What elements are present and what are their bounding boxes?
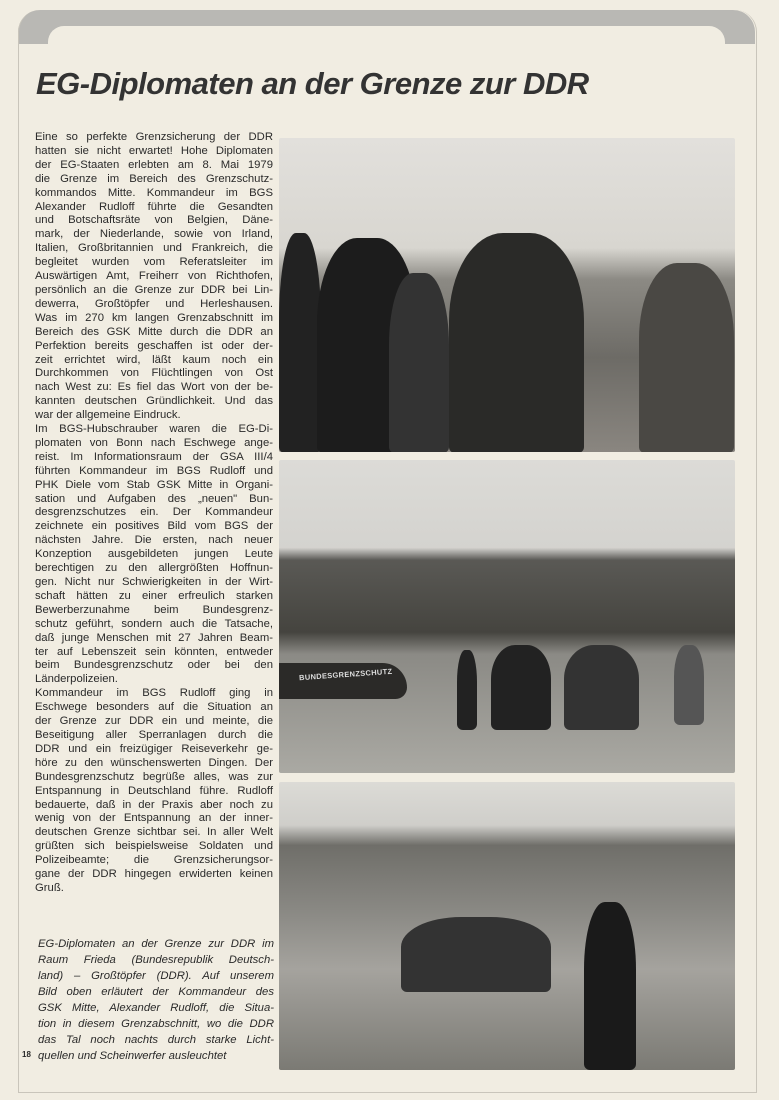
- body-text-line: Beseitigung aller Sperranlagen durch die: [35, 728, 273, 741]
- caption-text-line: GSK Mitte, Alexander Rudloff, die Situa-: [38, 1002, 274, 1014]
- body-text-line: Gruß.: [35, 881, 64, 894]
- body-text-line: höre zu den wünschenswerten Dingen. Der: [35, 756, 273, 769]
- caption-text-line: tion in diesem Grenzabschnitt, wo die DDR: [38, 1018, 274, 1030]
- article-body: [35, 131, 273, 896]
- body-text-line: der EG-Staaten erlebten am 8. Mai 1979: [35, 158, 273, 171]
- caption-text-line: das Tal noch nachts durch starke Licht-: [38, 1034, 274, 1046]
- body-text-line: PHK Diele vom Stab GSK Mitte in Organi-: [35, 478, 273, 491]
- body-text-line: begleitet wurden vom Referatsleiter im: [35, 256, 273, 269]
- photo-diplomats-at-border: [279, 138, 735, 452]
- body-text-line: berechtigen zu den allergrößten Hoffnun-: [35, 562, 273, 575]
- body-text-line: daß junge Menschen mit 27 Jahren Beam-: [35, 631, 273, 644]
- body-text-line: Was im 270 km langen Grenzabschnitt im: [35, 311, 273, 324]
- article-title: EG-Diplomaten an der Grenze zur DDR: [36, 66, 589, 101]
- body-text-line: und Botschaftsräte von Belgien, Däne-: [35, 214, 273, 227]
- body-text-line: desgrenzschutzes ein. Der Kommandeur: [35, 506, 273, 519]
- body-text-line: hatten sie nicht erwartet! Hohe Diplomaten: [35, 144, 273, 157]
- body-text-line: zeit errichtet wird, läßt kaum noch ein: [35, 353, 273, 366]
- body-text-line: der Grenze zur DDR ein und meinte, die: [35, 715, 273, 728]
- body-text-line: Auswärtigen Amt, Freiherr von Richthofen,: [35, 270, 273, 283]
- body-text-line: Polizeibeamte; die Grenzsicherungsor-: [35, 854, 273, 867]
- body-text-line: Eschwege besonders auf die Situation an: [35, 701, 273, 714]
- body-text-line: Alexander Rudloff führte die Gesandten: [35, 200, 273, 213]
- body-text-line: ter auf Lebenszeit sein könnten, entweder: [35, 645, 273, 658]
- photo-helicopter-meadow: [279, 460, 735, 773]
- body-text-line: schaft hätten zu einer erfreulich starken: [35, 589, 273, 602]
- caption-text-line: land) – Großtöpfer (DDR). Auf unserem: [38, 970, 274, 982]
- body-text-line: die Grenze im Bereich des Grenzschutz-: [35, 172, 273, 185]
- body-text-line: deutschen Grenze sichtbar sei. In aller Welt: [35, 826, 273, 839]
- body-text-line: dewerra, Großtöpfer und Herleshausen.: [35, 297, 273, 310]
- body-text-line: Im BGS-Hubschrauber waren die EG-Di-: [35, 423, 273, 436]
- body-text-line: sation und Aufgaben des „neuen" Bun-: [35, 492, 273, 505]
- body-text-line: gane der DDR hingegen erwiderten keinen: [35, 868, 273, 881]
- caption-text-line: Bild oben erläutert der Kommandeur des: [38, 986, 274, 998]
- body-text-line: gen. Nicht nur Schwierigkeiten in der Wirt-: [35, 576, 273, 588]
- caption-text-line: quellen und Scheinwerfer ausleuchtet: [38, 1050, 227, 1062]
- body-text-line: plomaten von Bonn nach Eschwege ange-: [35, 436, 273, 449]
- body-text-line: nächsten Jahre. Die ersten, nach neuer: [35, 534, 273, 547]
- body-text-line: Bewerberzunahme beim Bundesgrenz-: [35, 603, 273, 616]
- body-text-line: zeichnete ein positives Bild vom BGS der: [35, 520, 273, 533]
- body-text-line: reist. Im Informationsraum der GSA III/4: [35, 450, 273, 463]
- body-text-line: Länderpolizeien.: [35, 673, 118, 686]
- body-text-line: kannten deutschen Gründlichkeit. Und das: [35, 395, 273, 408]
- body-text-line: war der allgemeine Eindruck.: [35, 409, 181, 422]
- body-text-line: Entspannung in Deutschland führe. Rudloff: [35, 784, 273, 797]
- body-text-line: Durchkommen von Flüchtlingen von Ost: [35, 367, 273, 380]
- photo-caption: [38, 936, 274, 1064]
- body-text-line: Perfektion bereits geschaffen ist oder der-: [35, 339, 273, 352]
- caption-text-line: Raum Frieda (Bundesrepublik Deutsch-: [38, 954, 274, 966]
- body-text-line: Italien, Großbritannien und Frankreich, die: [35, 242, 273, 255]
- body-text-line: führten Kommandeur im BGS Rudloff und: [35, 464, 273, 477]
- body-text-line: nach West zu: Es fiel das Wort von der be-: [35, 381, 273, 394]
- body-text-line: beim Bundesgrenzschutz oder bei den: [35, 659, 273, 672]
- body-text-line: Eine so perfekte Grenzsicherung der DDR: [35, 131, 273, 143]
- body-text-line: Kommandeur im BGS Rudloff ging in: [35, 687, 273, 700]
- body-text-line: grüßten sich beispielsweise Soldaten und: [35, 840, 273, 853]
- body-text-line: wenig von der Entspannung an der inner-: [35, 812, 273, 825]
- body-text-line: Bereich des GSK Mitte durch die DDR an: [35, 325, 273, 338]
- body-text-line: Konzeption ausgebildeten jungen Leute: [35, 548, 273, 561]
- body-text-line: DDR und ein freizügiger Reiseverkehr ge-: [35, 742, 273, 755]
- body-text-line: schutz geführt, sondern auch die Tatsache,: [35, 617, 273, 630]
- helicopter-lettering: BUNDESGRENZSCHUTZ: [298, 666, 393, 683]
- photo-border-valley: [279, 782, 735, 1070]
- body-text-line: kommandos Mitte. Kommandeur im BGS: [35, 186, 273, 199]
- body-text-line: mark, der Niederlande, sowie von Irland,: [35, 228, 273, 241]
- body-text-line: bedauerte, daß in der Praxis aber noch zu: [35, 798, 273, 811]
- caption-text-line: EG-Diplomaten an der Grenze zur DDR im: [38, 938, 274, 950]
- body-text-line: Bundesgrenzschutz begrüße alles, was zur: [35, 770, 273, 783]
- body-text-line: persönlich an die Grenze zur DDR bei Lin-: [35, 283, 273, 296]
- page-number: 18: [22, 1050, 31, 1059]
